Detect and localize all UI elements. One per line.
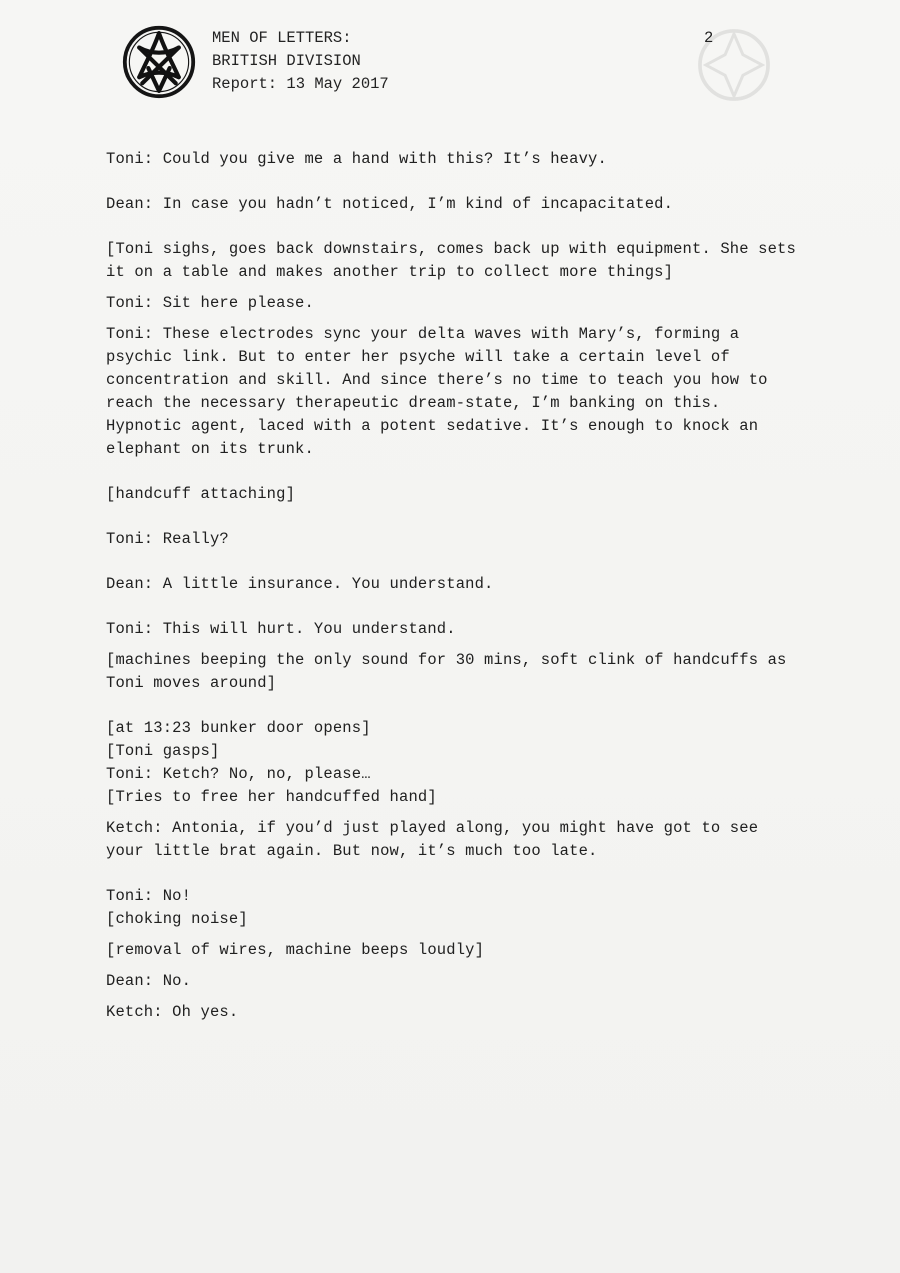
stage-direction: [Tries to free her handcuffed hand] [106, 788, 437, 806]
transcript-line: Ketch: Oh yes. [106, 1003, 239, 1021]
stage-direction: [machines beeping the only sound for 30 mins, soft clink of handcuffs as Toni moves around] [106, 651, 796, 692]
stage-direction: [Toni sighs, goes back downstairs, comes back up with equipment. She sets it on a table and makes another trip to collect more things] [106, 240, 806, 281]
unicursal-hexagram-logo-icon [121, 24, 197, 100]
stage-direction: [Toni gasps] [106, 742, 220, 760]
stage-direction: [choking noise] [106, 910, 248, 928]
stage-direction: [handcuff attaching] [106, 485, 296, 503]
stage-direction: [at 13:23 bunker door opens] [106, 719, 371, 737]
transcript-line: Toni: No! [106, 887, 192, 905]
transcript-line: Dean: A little insurance. You understand. [106, 575, 494, 593]
transcript-line: Dean: No. [106, 972, 192, 990]
division-title: BRITISH DIVISION [212, 52, 361, 70]
organization-title: MEN OF LETTERS: [212, 29, 352, 47]
report-date: Report: 13 May 2017 [212, 75, 389, 93]
transcript-line: Toni: Sit here please. [106, 294, 314, 312]
transcript-line: Dean: In case you hadn’t noticed, I’m kind of incapacitated. [106, 195, 674, 213]
transcript-body [106, 148, 806, 1024]
stage-direction: [removal of wires, machine beeps loudly] [106, 941, 485, 959]
transcript-line: Ketch: Antonia, if you’d just played along, you might have got to see your little brat again. But now, it’s much too late. [106, 819, 768, 860]
transcript-line: Toni: Could you give me a hand with this? It’s heavy. [106, 150, 607, 168]
transcript-line: Toni: Really? [106, 530, 229, 548]
transcript-line: Toni: Ketch? No, no, please… [106, 765, 371, 783]
report-header [212, 27, 389, 96]
transcript-line: Toni: This will hurt. You understand. [106, 620, 456, 638]
transcript-line: Toni: These electrodes sync your delta waves with Mary’s, forming a psychic link. But to enter her psyche will take a certain level of concentration and skill. And since there’s no time to teach you how to reach the necessary therapeutic dream-state, I’m banking on this. Hypnotic agent, laced with a potent sedative. It’s enough to knock an elephant on its trunk. [106, 325, 778, 458]
page-number: 2 [704, 29, 714, 47]
